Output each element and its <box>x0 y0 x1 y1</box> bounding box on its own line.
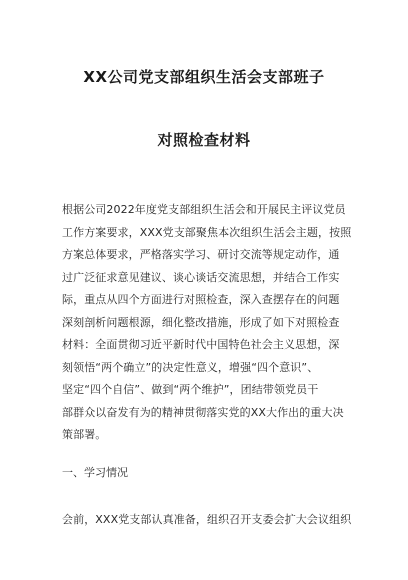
paragraph-intro <box>62 199 352 447</box>
paragraph-study <box>62 509 352 532</box>
paragraph-line: 际，重点从四个方面进行对照检查，深入查摆存在的问题 <box>62 293 340 306</box>
paragraph-line: 方案总体要求，严格落实学习、研讨交流等规定动作，通 <box>62 248 340 261</box>
paragraph-line: 刻领悟“两个确立”的决定性意义，增强“四个意识”、 <box>62 360 319 374</box>
document-title-line-1: XX公司党支部组织生活会支部班子 <box>83 68 325 86</box>
section-heading-study: 一、学习情况 <box>62 466 128 479</box>
paragraph-line: 部群众以奋发有为的精神贯彻落实党的XX大作出的重大决 <box>62 405 344 419</box>
paragraph-line: 坚定“四个自信”、做到“两个维护”，团结带领党员干 <box>62 383 319 396</box>
paragraph-line: 工作方案要求，XXX党支部聚焦本次组织生活会主题，按照 <box>62 225 352 239</box>
paragraph-line: 策部署。 <box>62 428 107 441</box>
paragraph-line: 根据公司2022年度党支部组织生活会和开展民主评议党员 <box>62 203 346 216</box>
paragraph-line: 材料：全面贯彻习近平新时代中国特色社会主义思想，深 <box>62 338 340 351</box>
paragraph-line: 深刻剖析问题根源，细化整改措施，形成了如下对照检查 <box>62 315 340 329</box>
paragraph-line: 过广泛征求意见建议、谈心谈话交流思想，并结合工作实 <box>62 270 340 284</box>
paragraph-line: 会前，XXX党支部认真准备，组织召开支委会扩大会议组织 <box>62 513 352 526</box>
document-title-line-2: 对照检查材料 <box>157 131 251 149</box>
